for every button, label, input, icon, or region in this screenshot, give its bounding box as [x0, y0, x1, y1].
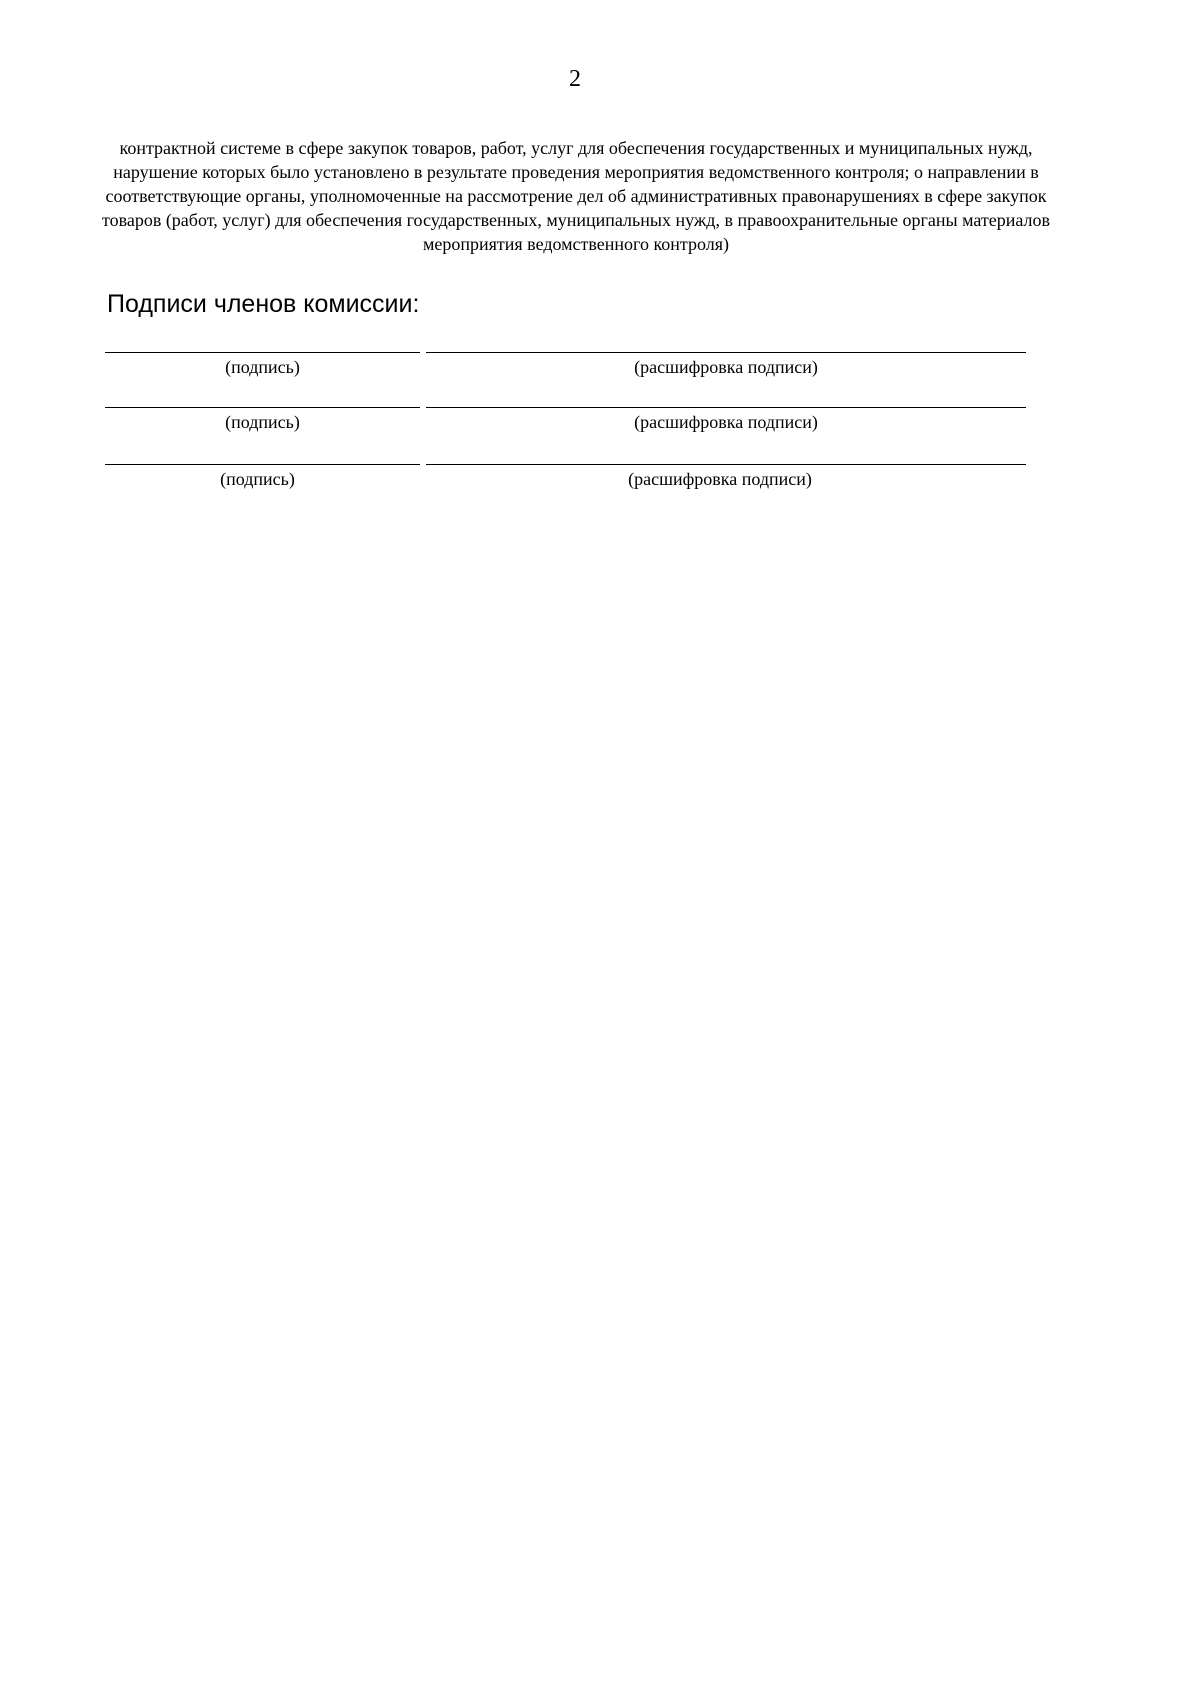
signature-line: [105, 464, 420, 465]
signatures-heading: Подписи членов комиссии:: [107, 290, 420, 318]
page-number: 2: [569, 66, 581, 92]
signature-row: [0, 407, 1200, 447]
name-caption: (расшифровка подписи): [634, 412, 818, 432]
body-line: товаров (работ, услуг) для обеспечения государственных, муниципальных нужд, в правоохранительные органы материалов: [101, 210, 1051, 230]
body-line: соответствующие органы, уполномоченные на рассмотрение дел об административных правонарушениях в сфере закупок: [105, 186, 1047, 206]
name-line: [426, 407, 1026, 408]
name-caption: (расшифровка подписи): [634, 357, 818, 377]
body-line: нарушение которых было установлено в результате проведения мероприятия ведомственного контроля; о направлении в: [113, 162, 1039, 182]
name-caption: (расшифровка подписи): [628, 469, 812, 489]
body-line: мероприятия ведомственного контроля): [422, 234, 730, 254]
signature-caption: (подпись): [225, 412, 300, 432]
signature-line: [105, 352, 420, 353]
signature-row: [0, 464, 1200, 504]
signature-caption: (подпись): [225, 357, 300, 377]
signature-row: [0, 352, 1200, 392]
signature-caption: (подпись): [220, 469, 295, 489]
name-line: [426, 464, 1026, 465]
body-paragraph: [36, 136, 1116, 256]
name-line: [426, 352, 1026, 353]
body-line: контрактной системе в сфере закупок товаров, работ, услуг для обеспечения государственных и муниципальных нужд,: [119, 138, 1033, 158]
signature-line: [105, 407, 420, 408]
